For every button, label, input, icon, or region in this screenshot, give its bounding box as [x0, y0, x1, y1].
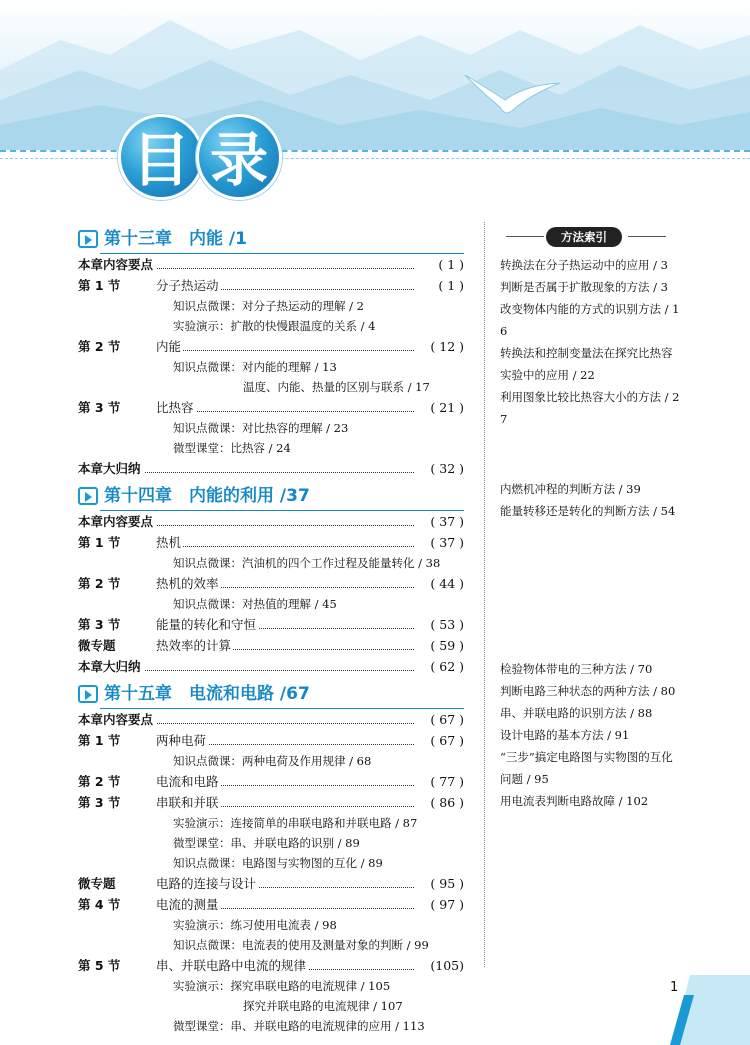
- toc-title: 电流和电路: [156, 771, 221, 792]
- toc-title: 两种电荷: [156, 730, 208, 751]
- toc-title: 电路的连接与设计: [156, 873, 258, 894]
- page-header: [0, 0, 750, 215]
- chapter-title: 第十五章 电流和电路 /67: [104, 684, 310, 704]
- toc-subitem: 知识点微课：电路图与实物图的互化 / 89: [173, 856, 383, 870]
- toc-page: ( 97 ): [414, 894, 464, 915]
- method-group-2: [500, 478, 680, 522]
- chevron-right-icon: [78, 685, 98, 703]
- toc-label: 本章大归纳: [78, 458, 144, 479]
- method-index-title: 方法索引: [546, 227, 622, 247]
- chapter-heading: [78, 483, 464, 511]
- toc-subitem: 知识点微课：对比热容的理解 / 23: [173, 421, 349, 435]
- toc-label: 第 1 节: [78, 535, 121, 550]
- toc-page: ( 77 ): [414, 771, 464, 792]
- method-item: 用电流表判断电路故障 / 102: [500, 794, 649, 808]
- header-dashed-line-thin: [0, 158, 750, 159]
- method-item: 判断电路三种状态的两种方法 / 80: [500, 684, 676, 698]
- toc-label: 微专题: [78, 876, 116, 891]
- divider: [506, 236, 544, 237]
- toc-page: ( 86 ): [414, 792, 464, 813]
- toc-row-section: [78, 771, 464, 792]
- method-item: 检验物体带电的三种方法 / 70: [500, 662, 653, 676]
- method-item: 转换法和控制变量法在探究比热容实验中的应用 / 22: [500, 346, 673, 382]
- toc-subitem: 温度、内能、热量的区别与联系 / 17: [243, 380, 430, 394]
- toc-page: ( 1 ): [414, 254, 464, 275]
- toc-subitem: 微型课堂：串、并联电路的识别 / 89: [173, 836, 360, 850]
- toc-title: 比热容: [156, 397, 196, 418]
- toc-row-summary: [78, 656, 464, 677]
- toc-title: 热效率的计算: [156, 635, 233, 656]
- method-index-header: [500, 222, 680, 252]
- toc-label: 本章内容要点: [78, 254, 156, 275]
- toc-title: 电流的测量: [156, 894, 221, 915]
- toc-page: ( 37 ): [414, 532, 464, 553]
- toc-row-section: [78, 336, 464, 357]
- toc-page: ( 67 ): [414, 709, 464, 730]
- chapter-title: 第十三章 内能 /1: [104, 229, 247, 249]
- toc-row-section: [78, 532, 464, 553]
- toc-page: ( 62 ): [414, 656, 464, 677]
- method-item: 能量转移还是转化的判断方法 / 54: [500, 504, 676, 518]
- title-char-2: 录: [196, 114, 282, 200]
- method-item: 转换法在分子热运动中的应用 / 3: [500, 258, 669, 272]
- toc-row-section: [78, 573, 464, 594]
- toc-page: ( 12 ): [414, 336, 464, 357]
- divider: [628, 236, 666, 237]
- method-group-3: [500, 658, 680, 812]
- method-item: 内燃机冲程的判断方法 / 39: [500, 482, 641, 496]
- header-dashed-line: [0, 150, 750, 152]
- toc-title: 热机: [156, 532, 183, 553]
- toc-page: ( 53 ): [414, 614, 464, 635]
- table-of-contents: [78, 222, 464, 1036]
- toc-page: ( 1 ): [414, 275, 464, 296]
- toc-title: 内能: [156, 336, 183, 357]
- toc-label: 微专题: [78, 638, 116, 653]
- toc-page: ( 32 ): [414, 458, 464, 479]
- chevron-right-icon: [78, 487, 98, 505]
- method-group-1: [500, 254, 680, 430]
- toc-row-section: [78, 397, 464, 418]
- chapter-title: 第十四章 内能的利用 /37: [104, 486, 310, 506]
- toc-label: 第 3 节: [78, 617, 121, 632]
- toc-row-summary: [78, 458, 464, 479]
- toc-row-section: [78, 635, 464, 656]
- toc-row-section: [78, 792, 464, 813]
- page-number: 1: [670, 980, 679, 995]
- toc-title: 串联和并联: [156, 792, 221, 813]
- toc-title: 串、并联电路中电流的规律: [156, 955, 308, 976]
- method-item: 改变物体内能的方式的识别方法 / 16: [500, 302, 680, 338]
- method-item: 判断是否属于扩散现象的方法 / 3: [500, 280, 669, 294]
- method-item: “三步”搞定电路图与实物图的互化问题 / 95: [500, 750, 673, 786]
- toc-page: ( 44 ): [414, 573, 464, 594]
- toc-label: 第 3 节: [78, 400, 121, 415]
- toc-subitem: 实验演示：探究串联电路的电流规律 / 105: [173, 979, 391, 993]
- toc-label: 第 5 节: [78, 958, 121, 973]
- toc-subitem: 微型课堂：串、并联电路的电流规律的应用 / 113: [173, 1019, 425, 1033]
- toc-label: 第 2 节: [78, 339, 121, 354]
- toc-row-section: [78, 955, 464, 976]
- toc-row-summary: [78, 709, 464, 730]
- toc-page: ( 95 ): [414, 873, 464, 894]
- mountain-illustration: [0, 0, 750, 150]
- toc-page: ( 21 ): [414, 397, 464, 418]
- toc-row-summary: [78, 254, 464, 275]
- toc-row-section: [78, 730, 464, 751]
- method-item: 设计电路的基本方法 / 91: [500, 728, 630, 742]
- toc-subitem: 实验演示：扩散的快慢跟温度的关系 / 4: [173, 319, 376, 333]
- toc-subitem: 实验演示：练习使用电流表 / 98: [173, 918, 337, 932]
- toc-row-section: [78, 894, 464, 915]
- toc-label: 第 2 节: [78, 774, 121, 789]
- toc-subitem: 知识点微课：对热值的理解 / 45: [173, 597, 337, 611]
- toc-page: ( 67 ): [414, 730, 464, 751]
- toc-subitem: 知识点微课：两种电荷及作用规律 / 68: [173, 754, 372, 768]
- title-char-1: 目: [118, 114, 204, 200]
- page-title: [118, 112, 283, 202]
- toc-subitem: 实验演示：连接简单的串联电路和并联电路 / 87: [173, 816, 418, 830]
- toc-page: ( 37 ): [414, 511, 464, 532]
- toc-subitem: 微型课堂：比热容 / 24: [173, 441, 291, 455]
- column-divider: [484, 222, 485, 967]
- toc-title: 能量的转化和守恒: [156, 614, 258, 635]
- chapter-heading: [78, 226, 464, 254]
- toc-subitem: 知识点微课：电流表的使用及测量对象的判断 / 99: [173, 938, 429, 952]
- toc-title: 热机的效率: [156, 573, 221, 594]
- toc-subitem: 知识点微课：汽油机的四个工作过程及能量转化 / 38: [173, 556, 441, 570]
- toc-page: ( 59 ): [414, 635, 464, 656]
- toc-label: 本章内容要点: [78, 709, 156, 730]
- toc-label: 第 1 节: [78, 278, 121, 293]
- toc-title: 分子热运动: [156, 275, 221, 296]
- toc-label: 第 2 节: [78, 576, 121, 591]
- method-item: 利用图象比较比热容大小的方法 / 27: [500, 390, 680, 426]
- toc-row-section: [78, 873, 464, 894]
- method-index: [500, 222, 680, 808]
- toc-row-section: [78, 275, 464, 296]
- toc-label: 第 3 节: [78, 795, 121, 810]
- toc-label: 第 4 节: [78, 897, 121, 912]
- toc-subitem: 探究并联电路的电流规律 / 107: [243, 999, 403, 1013]
- toc-subitem: 知识点微课：对内能的理解 / 13: [173, 360, 337, 374]
- toc-subitem: 知识点微课：对分子热运动的理解 / 2: [173, 299, 365, 313]
- toc-label: 本章大归纳: [78, 656, 144, 677]
- toc-row-summary: [78, 511, 464, 532]
- chevron-right-icon: [78, 230, 98, 248]
- method-item: 串、并联电路的识别方法 / 88: [500, 706, 653, 720]
- toc-label: 第 1 节: [78, 733, 121, 748]
- chapter-heading: [78, 681, 464, 709]
- toc-row-section: [78, 614, 464, 635]
- toc-page: (105): [414, 955, 464, 976]
- toc-label: 本章内容要点: [78, 511, 156, 532]
